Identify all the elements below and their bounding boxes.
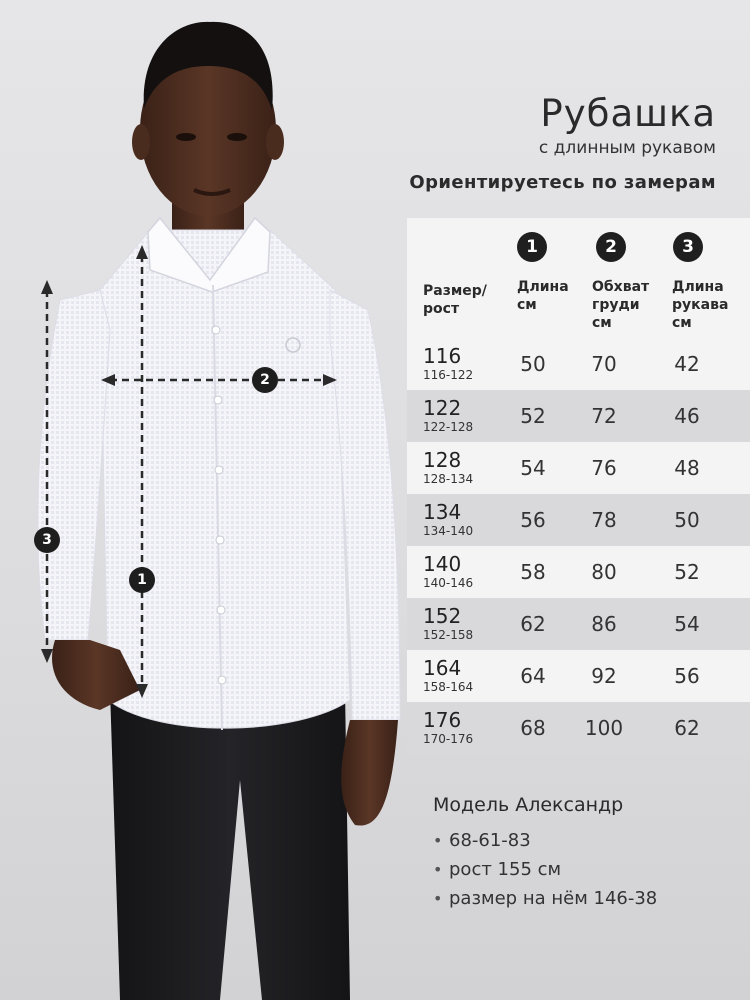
- header-chest-line: груди: [592, 297, 640, 313]
- row-size: 116: [423, 344, 462, 368]
- row-sleeve: 50: [674, 508, 700, 532]
- row-sleeve: 42: [674, 352, 700, 376]
- table-row: [407, 338, 750, 390]
- row-height: 122-128: [423, 420, 474, 434]
- row-sleeve: 54: [674, 612, 700, 636]
- row-chest: 92: [591, 664, 617, 688]
- row-chest: 70: [591, 352, 617, 376]
- row-size: 164: [423, 656, 462, 680]
- row-height: 158-164: [423, 680, 474, 694]
- row-chest: 72: [591, 404, 617, 428]
- row-length: 56: [520, 508, 546, 532]
- row-chest: 76: [591, 456, 617, 480]
- row-height: 140-146: [423, 576, 474, 590]
- row-height: 170-176: [423, 732, 474, 746]
- header-sleeve: [672, 278, 728, 332]
- model-params-list: [433, 826, 657, 913]
- table-row: [407, 442, 750, 494]
- row-size: 140: [423, 552, 462, 576]
- measure-badge-sleeve: 3: [34, 527, 60, 553]
- row-chest: 100: [584, 716, 624, 740]
- row-length: 52: [520, 404, 546, 428]
- row-sleeve: 62: [674, 716, 700, 740]
- row-height: 116-122: [423, 368, 474, 382]
- header-chest-line: Обхват: [592, 279, 650, 295]
- header-chest-line: см: [592, 315, 612, 331]
- row-sleeve: 56: [674, 664, 700, 688]
- header-sleeve-line: см: [672, 315, 692, 331]
- table-row: [407, 650, 750, 702]
- row-size: 176: [423, 708, 462, 732]
- row-size: 128: [423, 448, 462, 472]
- row-sleeve: 48: [674, 456, 700, 480]
- header-size: [423, 282, 487, 318]
- row-length: 58: [520, 560, 546, 584]
- row-length: 62: [520, 612, 546, 636]
- header-size-line: Размер/: [423, 283, 487, 299]
- row-height: 152-158: [423, 628, 474, 642]
- row-size: 152: [423, 604, 462, 628]
- bullet-icon: •: [433, 831, 443, 850]
- row-size: 134: [423, 500, 462, 524]
- row-length: 68: [520, 716, 546, 740]
- table-row: [407, 598, 750, 650]
- model-measurements: 68-61-83: [449, 830, 531, 851]
- header-sleeve-line: рукава: [672, 297, 729, 313]
- product-subtitle: с длинным рукавом: [538, 138, 716, 158]
- header-badge-chest: 2: [596, 232, 626, 262]
- list-item: [433, 884, 657, 913]
- table-row: [407, 494, 750, 546]
- header-length: [517, 278, 569, 314]
- row-size: 122: [423, 396, 462, 420]
- header-length-line: см: [517, 297, 537, 313]
- product-title: Рубашка: [540, 92, 716, 135]
- row-length: 50: [520, 352, 546, 376]
- measure-badge-length: 1: [129, 567, 155, 593]
- row-sleeve: 52: [674, 560, 700, 584]
- model-height: рост 155 см: [449, 859, 562, 880]
- row-length: 64: [520, 664, 546, 688]
- row-sleeve: 46: [674, 404, 700, 428]
- table-header: [407, 218, 750, 338]
- size-table: [407, 218, 750, 754]
- model-title: Модель Александр: [433, 794, 624, 816]
- list-item: [433, 855, 657, 884]
- row-chest: 78: [591, 508, 617, 532]
- header-badge-sleeve: 3: [673, 232, 703, 262]
- row-height: 128-134: [423, 472, 474, 486]
- header-chest: [592, 278, 649, 332]
- row-chest: 80: [591, 560, 617, 584]
- bullet-icon: •: [433, 889, 443, 908]
- model-worn-size: размер на нём 146-38: [449, 888, 658, 909]
- row-chest: 86: [591, 612, 617, 636]
- list-item: [433, 826, 657, 855]
- header-badge-length: 1: [517, 232, 547, 262]
- table-row: [407, 702, 750, 754]
- measure-badge-chest: 2: [252, 367, 278, 393]
- measure-hint: Ориентируетесь по замерам: [409, 172, 716, 193]
- header-size-line: рост: [423, 301, 460, 317]
- row-height: 134-140: [423, 524, 474, 538]
- table-row: [407, 546, 750, 598]
- header-length-line: Длина: [517, 279, 569, 295]
- header-sleeve-line: Длина: [672, 279, 724, 295]
- bullet-icon: •: [433, 860, 443, 879]
- table-row: [407, 390, 750, 442]
- row-length: 54: [520, 456, 546, 480]
